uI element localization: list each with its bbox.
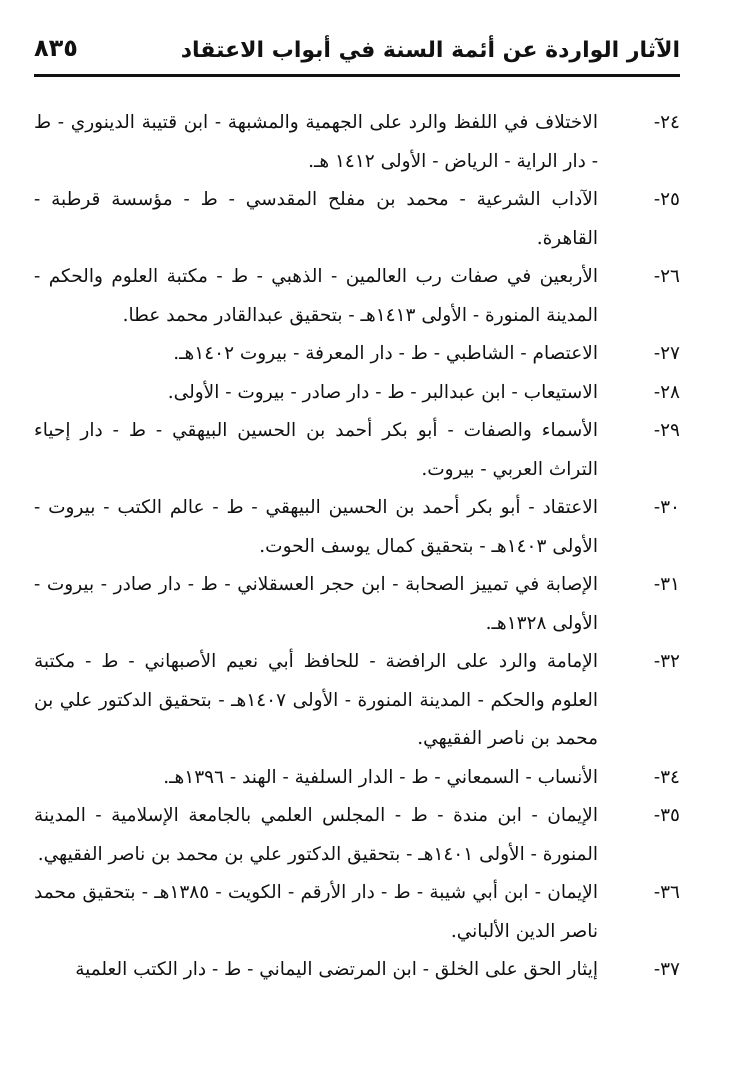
entry-number: ٣٤- [653, 766, 680, 788]
entry-text: الاستيعاب - ابن عبدالبر - ط - دار صادر - بيروت - الأولى. [167, 381, 598, 403]
page-number: ٨٣٥ [34, 34, 78, 62]
bibliography-entry [34, 181, 680, 258]
bibliography-entry [34, 489, 680, 566]
entry-text: الأسماء والصفات - أبو بكر أحمد بن الحسين البيهقي - ط - دار إحياء التراث العربي - بيروت. [34, 420, 598, 480]
entry-text: الأربعين في صفات رب العالمين - الذهبي - ط - مكتبة العلوم والحكم - المدينة المنورة - الأولى ١٤١٣هـ - بتحقيق عبدالقادر محمد عطا. [34, 266, 598, 326]
running-header-title: الآثار الواردة عن أئمة السنة في أبواب الاعتقاد [180, 38, 680, 63]
bibliography-entry [34, 104, 680, 181]
entry-number: ٢٤- [653, 112, 680, 133]
entry-text: الاعتصام - الشاطبي - ط - دار المعرفة - بيروت ١٤٠٢هـ. [173, 343, 598, 364]
bibliography-entry [34, 412, 680, 489]
entry-text: الإيمان - ابن أبي شيبة - ط - دار الأرقم - الكويت - ١٣٨٥هـ - بتحقيق محمد ناصر الدين الألباني. [34, 882, 598, 942]
entry-text: الآداب الشرعية - محمد بن مفلح المقدسي - ط - مؤسسة قرطبة - القاهرة. [34, 189, 598, 249]
entry-number: ٢٦- [653, 266, 680, 287]
entry-number: ٣٥- [653, 805, 680, 826]
bibliography-list [34, 104, 680, 990]
bibliography-entry [34, 374, 680, 413]
bibliography-entry [34, 951, 680, 990]
entry-number: ٢٥- [653, 189, 680, 210]
bibliography-entry [34, 759, 680, 798]
entry-number: ٣١- [653, 574, 680, 595]
bibliography-entry [34, 643, 680, 759]
entry-number: ٣٢- [653, 651, 680, 672]
bibliography-entry [34, 335, 680, 374]
entry-number: ٣٧- [653, 959, 680, 980]
bibliography-entry [34, 258, 680, 335]
entry-number: ٢٧- [653, 343, 680, 364]
entry-text: الاختلاف في اللفظ والرد على الجهمية والمشبهة - ابن قتيبة الدينوري - ط - دار الراية - الرياض - الأولى ١٤١٢ هـ. [34, 112, 598, 172]
running-header [34, 34, 680, 77]
bibliography-entry [34, 874, 680, 951]
entry-number: ٣٦- [653, 882, 680, 903]
entry-number: ٢٨- [653, 381, 680, 403]
entry-text: الأنساب - السمعاني - ط - الدار السلفية - الهند - ١٣٩٦هـ. [163, 766, 598, 788]
entry-text: إيثار الحق على الخلق - ابن المرتضى اليماني - ط - دار الكتب العلمية [75, 959, 598, 980]
bibliography-entry [34, 566, 680, 643]
entry-text: الإصابة في تمييز الصحابة - ابن حجر العسقلاني - ط - دار صادر - بيروت - الأولى ١٣٢٨هـ. [34, 574, 598, 634]
entry-text: الاعتقاد - أبو بكر أحمد بن الحسين البيهقي - ط - عالم الكتب - بيروت - الأولى ١٤٠٣هـ - بتحقيق كمال يوسف الحوت. [34, 497, 598, 557]
entry-text: الإمامة والرد على الرافضة - للحافظ أبي نعيم الأصبهاني - ط - مكتبة العلوم والحكم - المدينة المنورة - الأولى ١٤٠٧هـ - بتحقيق الدكتور علي بن محمد بن ناصر الفقيهي. [34, 651, 599, 749]
entry-number: ٢٩- [653, 420, 680, 441]
entry-text: الإيمان - ابن مندة - ط - المجلس العلمي بالجامعة الإسلامية - المدينة المنورة - الأولى ١٤٠١هـ - بتحقيق الدكتور علي بن محمد بن ناصر الفقيهي. [34, 805, 598, 865]
bibliography-entry [34, 797, 680, 874]
entry-number: ٣٠- [653, 497, 680, 518]
